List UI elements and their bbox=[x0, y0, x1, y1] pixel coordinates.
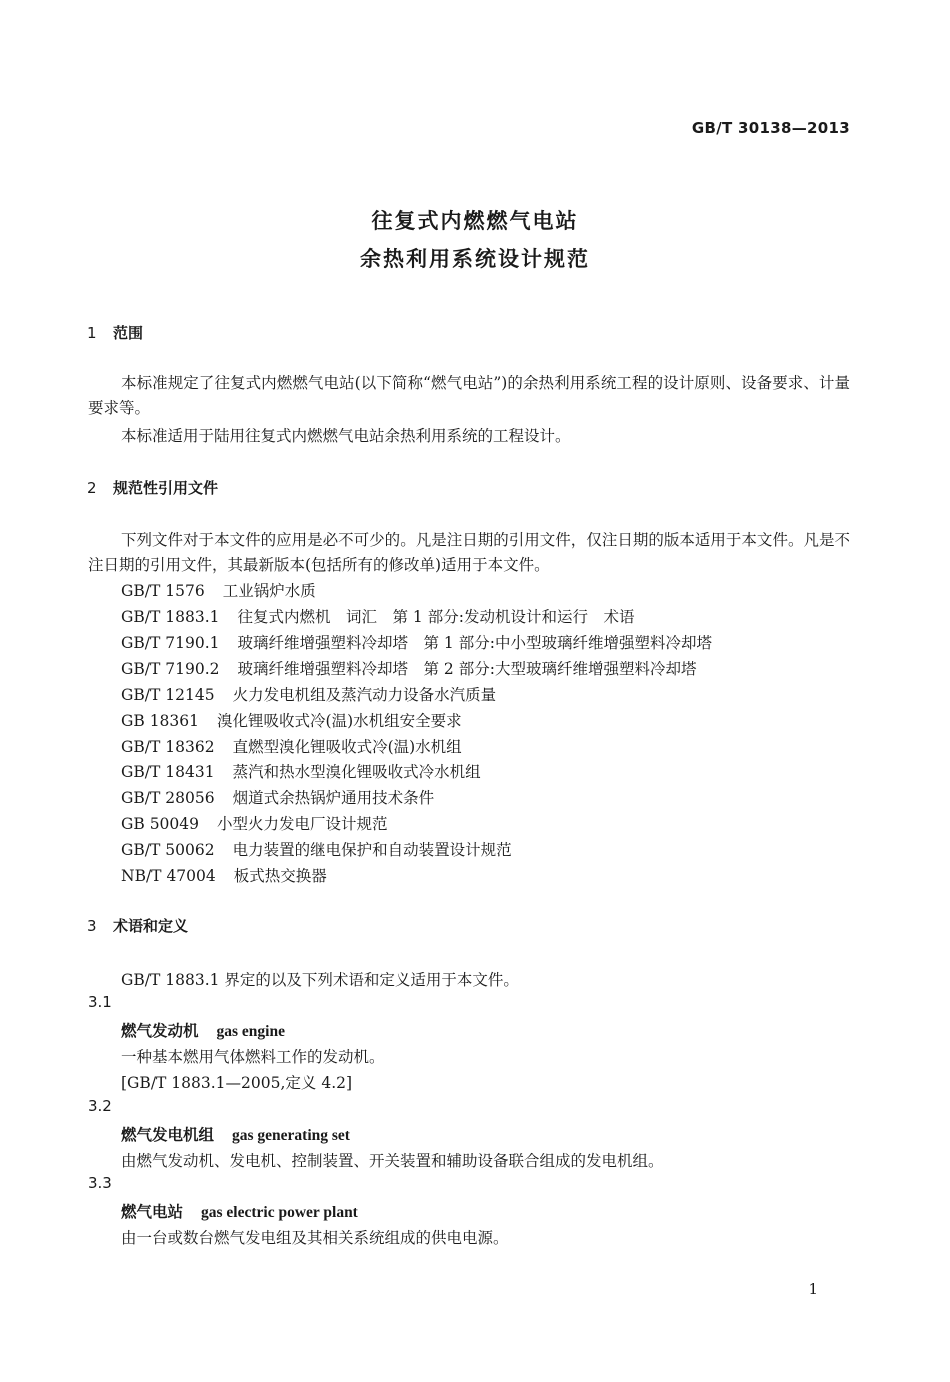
reference-item bbox=[121, 683, 496, 705]
term-heading bbox=[121, 1123, 350, 1145]
reference-item bbox=[121, 709, 462, 731]
section-3-heading bbox=[87, 915, 188, 936]
document-title-line-2: 余热利用系统设计规范 bbox=[360, 247, 590, 271]
reference-title: 火力发电机组及蒸汽动力设备水汽质量 bbox=[232, 686, 497, 704]
term-number: 3.3 bbox=[88, 1174, 112, 1192]
term-heading bbox=[121, 1200, 358, 1222]
section-number: 1 bbox=[87, 324, 97, 342]
reference-item bbox=[121, 735, 462, 757]
standard-code: GB/T 30138—2013 bbox=[691, 119, 850, 137]
reference-code: GB/T 7190.2 bbox=[121, 660, 220, 678]
term-definition: 由燃气发动机、发电机、控制装置、开关装置和辅助设备联合组成的发电机组。 bbox=[121, 1152, 664, 1170]
reference-item bbox=[121, 786, 434, 808]
term-heading bbox=[121, 1019, 285, 1041]
reference-code: GB/T 1883.1 bbox=[121, 608, 220, 626]
term-number: 3.1 bbox=[88, 993, 112, 1011]
term-source: [GB/T 1883.1—2005,定义 4.2] bbox=[121, 1074, 353, 1092]
reference-title: 玻璃纤维增强塑料冷却塔 第 2 部分:大型玻璃纤维增强塑料冷却塔 bbox=[237, 660, 697, 678]
section-1-heading bbox=[87, 322, 143, 343]
reference-code: NB/T 47004 bbox=[121, 867, 216, 885]
section-number: 2 bbox=[87, 479, 97, 497]
reference-title: 烟道式余热锅炉通用技术条件 bbox=[232, 789, 435, 807]
reference-item bbox=[121, 605, 634, 627]
document-title-line-1: 往复式内燃燃气电站 bbox=[371, 209, 579, 233]
reference-item bbox=[121, 812, 388, 834]
section-1-paragraph-2: 本标准适用于陆用往复式内燃燃气电站余热利用系统的工程设计。 bbox=[121, 427, 571, 445]
reference-item bbox=[121, 631, 712, 653]
reference-title: 往复式内燃机 词汇 第 1 部分:发动机设计和运行 术语 bbox=[237, 608, 635, 626]
section-number: 3 bbox=[87, 917, 97, 935]
reference-title: 玻璃纤维增强塑料冷却塔 第 1 部分:中小型玻璃纤维增强塑料冷却塔 bbox=[237, 634, 712, 652]
reference-code: GB 18361 bbox=[121, 712, 200, 730]
reference-item bbox=[121, 657, 696, 679]
reference-code: GB/T 7190.1 bbox=[121, 634, 220, 652]
term-number: 3.2 bbox=[88, 1097, 112, 1115]
section-title: 规范性引用文件 bbox=[113, 479, 219, 497]
reference-item bbox=[121, 579, 316, 601]
reference-code: GB/T 28056 bbox=[121, 789, 215, 807]
term-en: gas engine bbox=[216, 1023, 285, 1040]
section-title: 术语和定义 bbox=[113, 917, 189, 935]
term-en: gas electric power plant bbox=[201, 1204, 358, 1221]
reference-title: 工业锅炉水质 bbox=[222, 582, 316, 600]
reference-title: 蒸汽和热水型溴化锂吸收式冷水机组 bbox=[232, 763, 481, 781]
section-1-paragraph-1: 本标准规定了往复式内燃燃气电站(以下简称“燃气电站”)的余热利用系统工程的设计原则、设备要求、计量要求等。 bbox=[88, 374, 850, 417]
reference-code: GB 50049 bbox=[121, 815, 200, 833]
reference-code: GB/T 50062 bbox=[121, 841, 215, 859]
reference-title: 小型火力发电厂设计规范 bbox=[217, 815, 388, 833]
term-zh: 燃气发动机 bbox=[121, 1021, 199, 1040]
reference-item bbox=[121, 838, 512, 860]
page-number: 1 bbox=[808, 1280, 818, 1298]
reference-code: GB/T 1576 bbox=[121, 582, 205, 600]
reference-code: GB/T 18431 bbox=[121, 763, 215, 781]
term-zh: 燃气发电机组 bbox=[121, 1125, 215, 1144]
section-2-intro: 下列文件对于本文件的应用是必不可少的。凡是注日期的引用文件，仅注日期的版本适用于本文件。凡是不注日期的引用文件，其最新版本(包括所有的修改单)适用于本文件。 bbox=[88, 531, 850, 574]
reference-title: 直燃型溴化锂吸收式冷(温)水机组 bbox=[232, 738, 462, 756]
reference-title: 溴化锂吸收式冷(温)水机组安全要求 bbox=[217, 712, 462, 730]
reference-item bbox=[121, 864, 327, 886]
section-3-intro: GB/T 1883.1 界定的以及下列术语和定义适用于本文件。 bbox=[121, 971, 519, 989]
term-definition: 由一台或数台燃气发电组及其相关系统组成的供电电源。 bbox=[121, 1229, 509, 1247]
reference-title: 板式热交换器 bbox=[233, 867, 327, 885]
reference-item bbox=[121, 760, 481, 782]
term-zh: 燃气电站 bbox=[121, 1202, 184, 1221]
term-en: gas generating set bbox=[232, 1127, 350, 1144]
section-2-heading bbox=[87, 477, 218, 498]
reference-title: 电力装置的继电保护和自动装置设计规范 bbox=[232, 841, 512, 859]
reference-code: GB/T 18362 bbox=[121, 738, 215, 756]
section-title: 范围 bbox=[113, 324, 144, 342]
reference-code: GB/T 12145 bbox=[121, 686, 215, 704]
term-definition: 一种基本燃用气体燃料工作的发动机。 bbox=[121, 1048, 385, 1066]
